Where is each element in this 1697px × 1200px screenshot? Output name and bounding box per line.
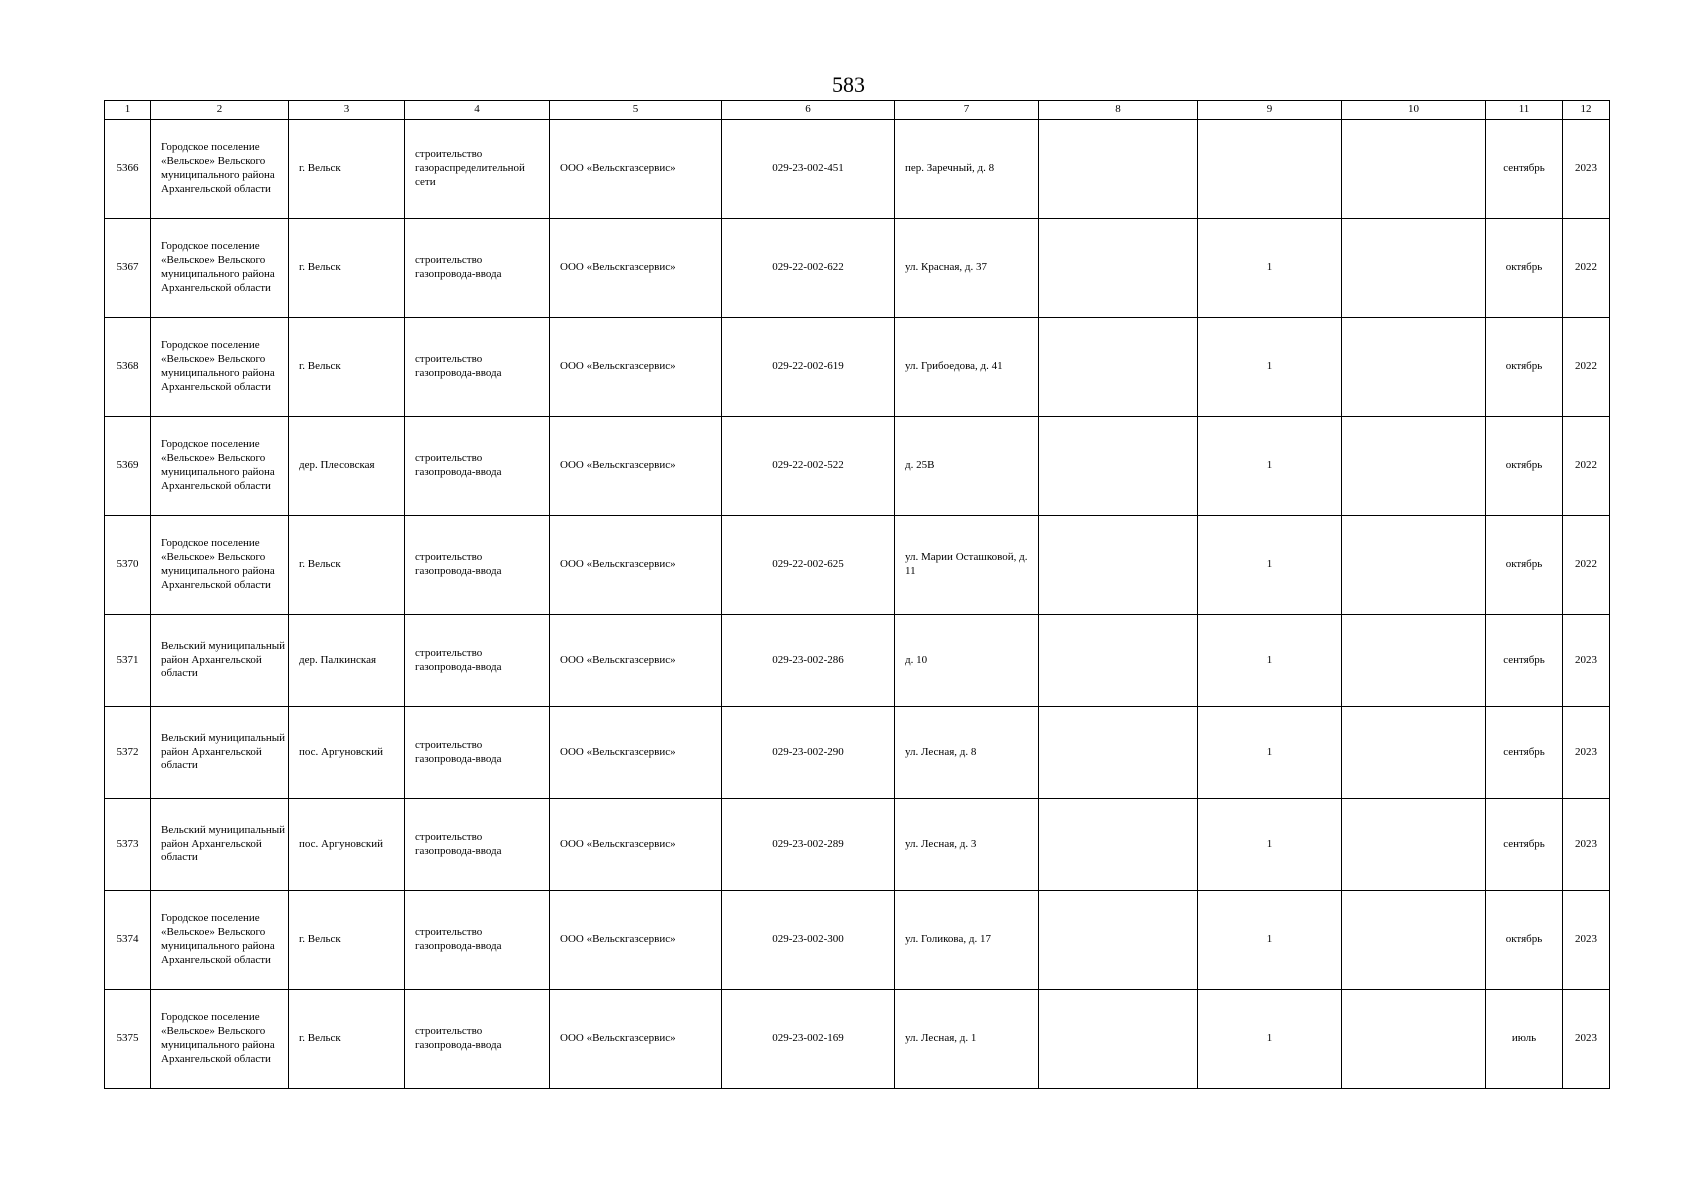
registry-code-cell: 029-22-002-522: [722, 417, 895, 516]
locality-cell: г. Вельск: [289, 219, 405, 318]
locality-cell: дер. Палкинская: [289, 615, 405, 707]
registry-code-cell: 029-23-002-451: [722, 120, 895, 219]
quantity-cell: 1: [1198, 799, 1342, 891]
organization-cell: ООО «Вельскгазсервис»: [550, 707, 722, 799]
column-10-cell: [1342, 615, 1486, 707]
locality-cell: дер. Плесовская: [289, 417, 405, 516]
column-header: 3: [289, 101, 405, 120]
row-number: 5370: [105, 516, 151, 615]
quantity-cell: [1198, 120, 1342, 219]
column-8-cell: [1039, 990, 1198, 1089]
work-type-cell: строительство газопровода-ввода: [405, 990, 550, 1089]
quantity-cell: 1: [1198, 219, 1342, 318]
table-row: [105, 615, 1610, 707]
work-type-cell: строительство газопровода-ввода: [405, 891, 550, 990]
organization-cell: ООО «Вельскгазсервис»: [550, 318, 722, 417]
page-number: 583: [832, 72, 865, 97]
column-header: 2: [151, 101, 289, 120]
year-cell: 2022: [1563, 318, 1610, 417]
registry-table: [104, 100, 1610, 1089]
column-10-cell: [1342, 516, 1486, 615]
municipality-cell: Городское поселение «Вельское» Вельского муниципального района Архангельской области: [151, 120, 289, 219]
organization-cell: ООО «Вельскгазсервис»: [550, 219, 722, 318]
column-header: 5: [550, 101, 722, 120]
year-cell: 2022: [1563, 417, 1610, 516]
work-type-cell: строительство газораспределительной сети: [405, 120, 550, 219]
quantity-cell: 1: [1198, 891, 1342, 990]
column-8-cell: [1039, 318, 1198, 417]
column-10-cell: [1342, 318, 1486, 417]
address-cell: д. 25В: [895, 417, 1039, 516]
column-header: 6: [722, 101, 895, 120]
column-header: 12: [1563, 101, 1610, 120]
address-cell: пер. Заречный, д. 8: [895, 120, 1039, 219]
month-cell: июль: [1486, 990, 1563, 1089]
year-cell: 2023: [1563, 891, 1610, 990]
column-8-cell: [1039, 516, 1198, 615]
column-header: 9: [1198, 101, 1342, 120]
registry-code-cell: 029-23-002-289: [722, 799, 895, 891]
column-10-cell: [1342, 891, 1486, 990]
registry-code-cell: 029-22-002-622: [722, 219, 895, 318]
row-number: 5367: [105, 219, 151, 318]
month-cell: октябрь: [1486, 516, 1563, 615]
municipality-cell: Городское поселение «Вельское» Вельского муниципального района Архангельской области: [151, 891, 289, 990]
column-10-cell: [1342, 219, 1486, 318]
address-cell: ул. Марии Осташковой, д. 11: [895, 516, 1039, 615]
municipality-cell: Вельский муниципальный район Архангельской области: [151, 707, 289, 799]
address-cell: ул. Лесная, д. 3: [895, 799, 1039, 891]
column-8-cell: [1039, 799, 1198, 891]
month-cell: октябрь: [1486, 417, 1563, 516]
address-cell: ул. Голикова, д. 17: [895, 891, 1039, 990]
locality-cell: г. Вельск: [289, 120, 405, 219]
row-number: 5374: [105, 891, 151, 990]
column-header: 11: [1486, 101, 1563, 120]
work-type-cell: строительство газопровода-ввода: [405, 615, 550, 707]
row-number: 5369: [105, 417, 151, 516]
column-8-cell: [1039, 615, 1198, 707]
table-row: [105, 417, 1610, 516]
table-row: [105, 799, 1610, 891]
registry-code-cell: 029-23-002-286: [722, 615, 895, 707]
address-cell: ул. Грибоедова, д. 41: [895, 318, 1039, 417]
work-type-cell: строительство газопровода-ввода: [405, 707, 550, 799]
column-header: 4: [405, 101, 550, 120]
year-cell: 2023: [1563, 615, 1610, 707]
work-type-cell: строительство газопровода-ввода: [405, 318, 550, 417]
column-8-cell: [1039, 417, 1198, 516]
year-cell: 2023: [1563, 799, 1610, 891]
column-10-cell: [1342, 417, 1486, 516]
column-8-cell: [1039, 891, 1198, 990]
table-row: [105, 219, 1610, 318]
organization-cell: ООО «Вельскгазсервис»: [550, 120, 722, 219]
column-10-cell: [1342, 799, 1486, 891]
address-cell: ул. Лесная, д. 1: [895, 990, 1039, 1089]
column-10-cell: [1342, 120, 1486, 219]
month-cell: октябрь: [1486, 219, 1563, 318]
address-cell: д. 10: [895, 615, 1039, 707]
year-cell: 2023: [1563, 990, 1610, 1089]
locality-cell: пос. Аргуновский: [289, 799, 405, 891]
table-row: [105, 990, 1610, 1089]
organization-cell: ООО «Вельскгазсервис»: [550, 990, 722, 1089]
month-cell: октябрь: [1486, 891, 1563, 990]
table-row: [105, 707, 1610, 799]
work-type-cell: строительство газопровода-ввода: [405, 219, 550, 318]
column-10-cell: [1342, 707, 1486, 799]
registry-code-cell: 029-23-002-169: [722, 990, 895, 1089]
municipality-cell: Городское поселение «Вельское» Вельского муниципального района Архангельской области: [151, 516, 289, 615]
year-cell: 2022: [1563, 219, 1610, 318]
address-cell: ул. Лесная, д. 8: [895, 707, 1039, 799]
month-cell: сентябрь: [1486, 615, 1563, 707]
month-cell: сентябрь: [1486, 120, 1563, 219]
municipality-cell: Вельский муниципальный район Архангельской области: [151, 799, 289, 891]
municipality-cell: Городское поселение «Вельское» Вельского муниципального района Архангельской области: [151, 318, 289, 417]
municipality-cell: Городское поселение «Вельское» Вельского муниципального района Архангельской области: [151, 990, 289, 1089]
column-10-cell: [1342, 990, 1486, 1089]
table-row: [105, 120, 1610, 219]
column-header: 7: [895, 101, 1039, 120]
row-number: 5371: [105, 615, 151, 707]
row-number: 5372: [105, 707, 151, 799]
column-number-row: [105, 101, 1610, 120]
column-8-cell: [1039, 219, 1198, 318]
organization-cell: ООО «Вельскгазсервис»: [550, 615, 722, 707]
column-header: 1: [105, 101, 151, 120]
municipality-cell: Вельский муниципальный район Архангельской области: [151, 615, 289, 707]
registry-code-cell: 029-23-002-300: [722, 891, 895, 990]
organization-cell: ООО «Вельскгазсервис»: [550, 799, 722, 891]
table-row: [105, 891, 1610, 990]
registry-code-cell: 029-22-002-619: [722, 318, 895, 417]
municipality-cell: Городское поселение «Вельское» Вельского муниципального района Архангельской области: [151, 219, 289, 318]
organization-cell: ООО «Вельскгазсервис»: [550, 417, 722, 516]
address-cell: ул. Красная, д. 37: [895, 219, 1039, 318]
work-type-cell: строительство газопровода-ввода: [405, 799, 550, 891]
year-cell: 2023: [1563, 707, 1610, 799]
locality-cell: г. Вельск: [289, 318, 405, 417]
row-number: 5368: [105, 318, 151, 417]
registry-code-cell: 029-23-002-290: [722, 707, 895, 799]
column-header: 8: [1039, 101, 1198, 120]
locality-cell: пос. Аргуновский: [289, 707, 405, 799]
quantity-cell: 1: [1198, 707, 1342, 799]
locality-cell: г. Вельск: [289, 516, 405, 615]
row-number: 5366: [105, 120, 151, 219]
quantity-cell: 1: [1198, 318, 1342, 417]
row-number: 5373: [105, 799, 151, 891]
year-cell: 2023: [1563, 120, 1610, 219]
row-number: 5375: [105, 990, 151, 1089]
quantity-cell: 1: [1198, 417, 1342, 516]
locality-cell: г. Вельск: [289, 990, 405, 1089]
quantity-cell: 1: [1198, 615, 1342, 707]
table-row: [105, 318, 1610, 417]
column-header: 10: [1342, 101, 1486, 120]
column-8-cell: [1039, 707, 1198, 799]
table-row: [105, 516, 1610, 615]
month-cell: октябрь: [1486, 318, 1563, 417]
work-type-cell: строительство газопровода-ввода: [405, 417, 550, 516]
work-type-cell: строительство газопровода-ввода: [405, 516, 550, 615]
organization-cell: ООО «Вельскгазсервис»: [550, 516, 722, 615]
locality-cell: г. Вельск: [289, 891, 405, 990]
organization-cell: ООО «Вельскгазсервис»: [550, 891, 722, 990]
registry-code-cell: 029-22-002-625: [722, 516, 895, 615]
month-cell: сентябрь: [1486, 707, 1563, 799]
quantity-cell: 1: [1198, 516, 1342, 615]
municipality-cell: Городское поселение «Вельское» Вельского муниципального района Архангельской области: [151, 417, 289, 516]
month-cell: сентябрь: [1486, 799, 1563, 891]
year-cell: 2022: [1563, 516, 1610, 615]
column-8-cell: [1039, 120, 1198, 219]
quantity-cell: 1: [1198, 990, 1342, 1089]
